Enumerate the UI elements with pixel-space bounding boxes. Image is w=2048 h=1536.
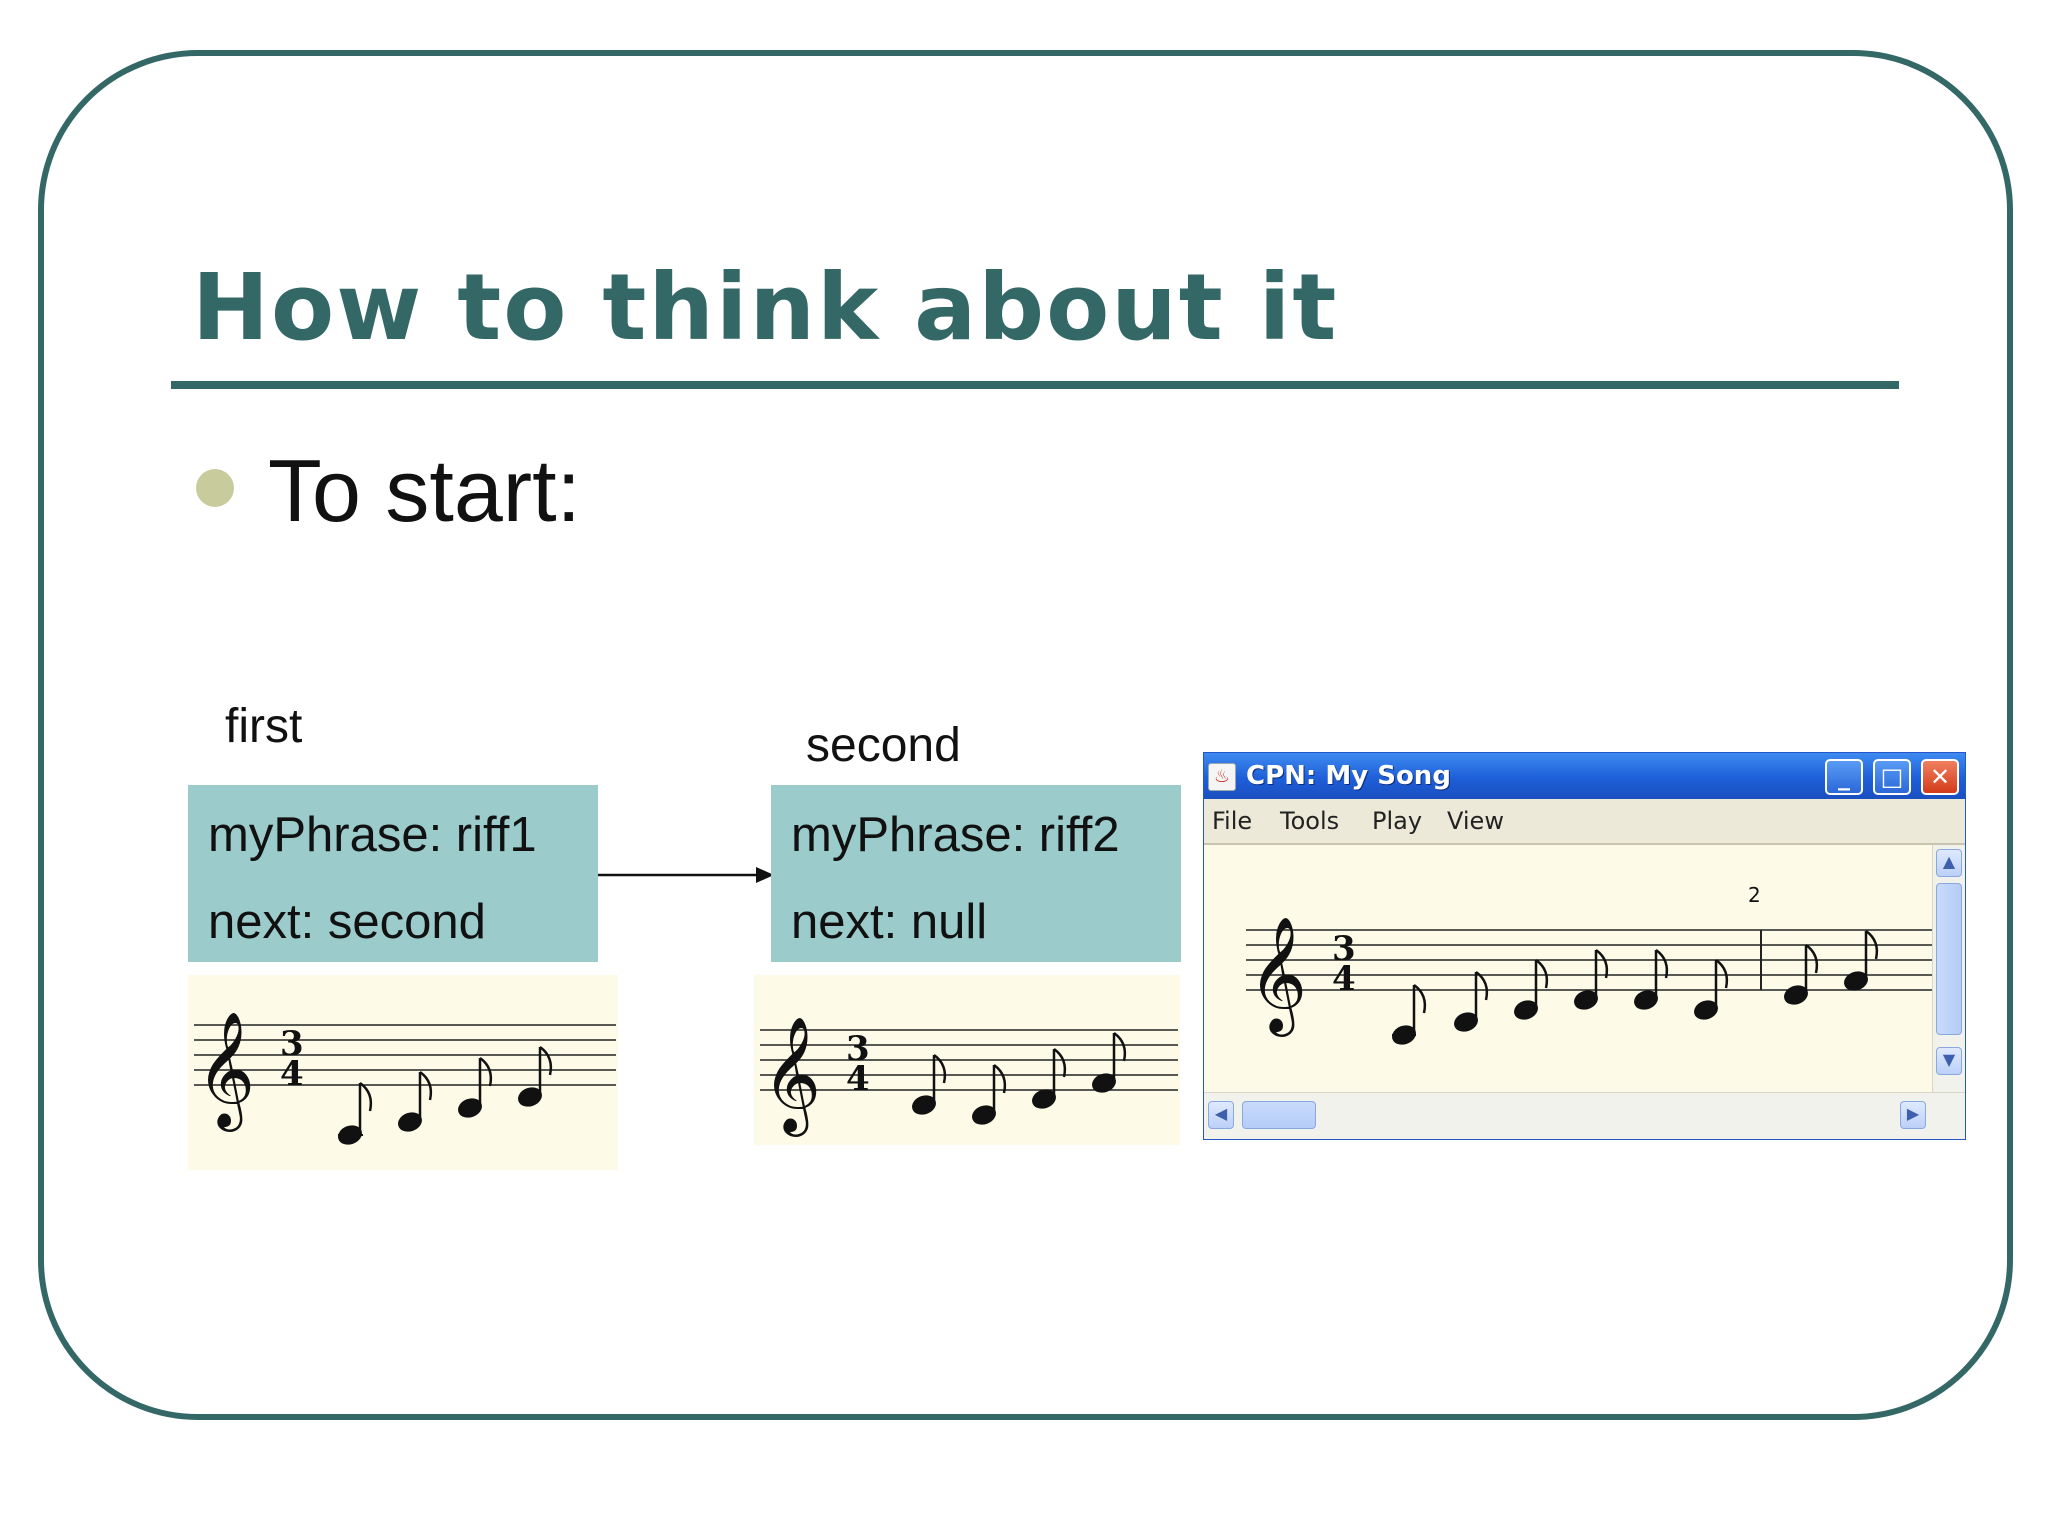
time-sig-bottom: 4 <box>1332 959 1356 999</box>
java-app-icon: ♨ <box>1208 763 1236 791</box>
node-variable-label-first: first <box>225 700 303 753</box>
menu-bar <box>1204 799 1965 845</box>
window-titlebar[interactable] <box>1204 753 1965 799</box>
time-sig-top: 3 <box>846 1029 870 1069</box>
scroll-left-icon[interactable]: ◀ <box>1208 1101 1234 1129</box>
slide-title: How to think about it <box>192 254 1339 361</box>
menu-tools[interactable]: Tools <box>1280 807 1340 835</box>
window-title: CPN: My Song <box>1246 761 1451 791</box>
scroll-down-icon[interactable]: ▼ <box>1936 1047 1962 1075</box>
node-variable-label-second: second <box>806 719 961 772</box>
vertical-scrollbar[interactable] <box>1932 845 1965 1095</box>
bullet-text: To start: <box>268 441 581 540</box>
scroll-right-icon[interactable]: ▶ <box>1900 1101 1926 1129</box>
next-pointer-arrow-icon <box>598 860 774 890</box>
linked-list-node-first <box>188 785 598 962</box>
node-phrase-field: myPhrase: riff1 <box>208 808 537 862</box>
menu-view[interactable]: View <box>1447 807 1504 835</box>
title-underline <box>171 381 1899 389</box>
menu-play[interactable]: Play <box>1372 807 1423 835</box>
song-staff <box>1204 845 1934 1095</box>
scroll-up-icon[interactable]: ▲ <box>1936 849 1962 877</box>
time-sig-bottom: 4 <box>280 1054 304 1094</box>
minimize-button[interactable]: _ <box>1825 759 1863 795</box>
menu-file[interactable]: File <box>1212 807 1253 835</box>
node-next-field: next: second <box>208 895 486 949</box>
riff2-staff <box>754 975 1180 1145</box>
vertical-scroll-thumb[interactable] <box>1936 883 1962 1035</box>
riff1-staff <box>188 975 618 1170</box>
horizontal-scrollbar[interactable] <box>1204 1092 1965 1139</box>
treble-clef-icon: 𝄞 <box>196 1010 256 1127</box>
linked-list-node-second <box>771 785 1181 962</box>
treble-clef-icon: 𝄞 <box>762 1015 822 1132</box>
time-sig-bottom: 4 <box>846 1059 870 1099</box>
maximize-button[interactable]: □ <box>1873 759 1911 795</box>
close-button[interactable]: ✕ <box>1921 759 1959 795</box>
measure-number: 2 <box>1748 883 1761 907</box>
horizontal-scroll-thumb[interactable] <box>1242 1101 1316 1129</box>
node-phrase-field: myPhrase: riff2 <box>791 808 1120 862</box>
riff2-notation-panel <box>754 975 1180 1145</box>
cpn-app-window <box>1203 752 1966 1140</box>
time-sig-top: 3 <box>1332 929 1356 969</box>
node-next-field: next: null <box>791 895 988 949</box>
treble-clef-icon: 𝄞 <box>1248 915 1308 1032</box>
riff1-notation-panel <box>188 975 618 1170</box>
bullet-dot-icon <box>196 469 234 507</box>
score-canvas[interactable] <box>1204 845 1934 1095</box>
time-sig-top: 3 <box>280 1024 304 1064</box>
